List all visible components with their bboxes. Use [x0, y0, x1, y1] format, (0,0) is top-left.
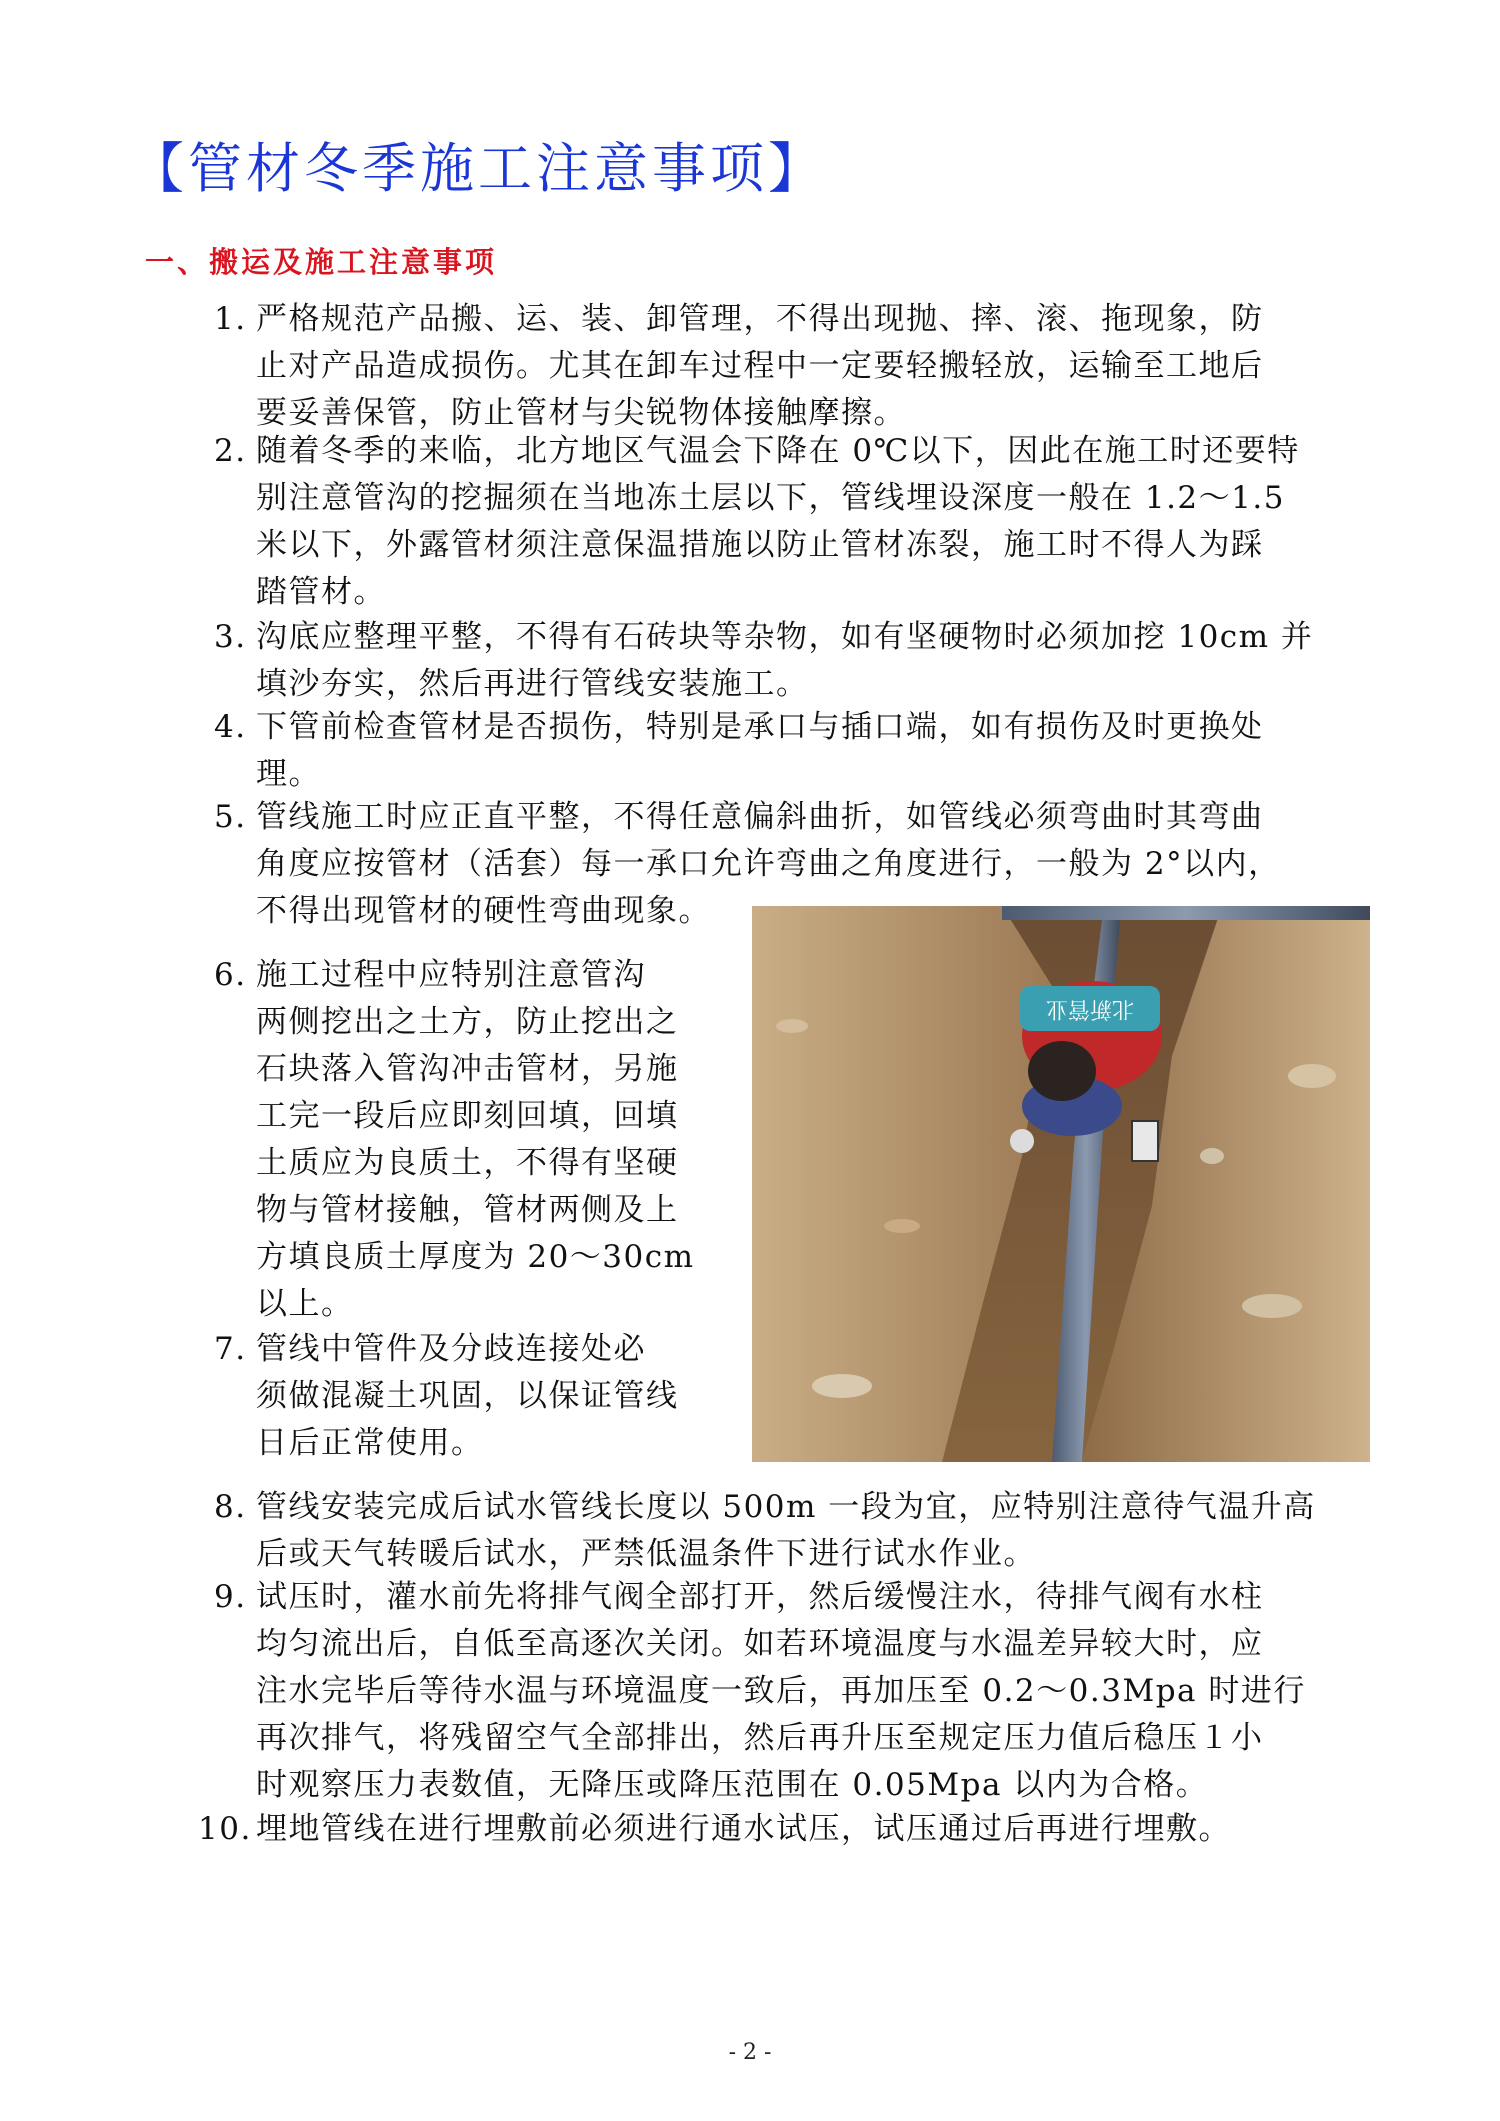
item-text-line: 均匀流出后，自低至高逐次关闭。如若环境温度与水温差异较大时，应 [256, 1626, 1264, 1662]
page-number: - 2 - [728, 2040, 772, 2065]
list-item [214, 1326, 679, 1467]
item-text-line: 注水完毕后等待水温与环境温度一致后，再加压至 0.2～0.3Mpa 时进行 [256, 1673, 1306, 1709]
item-text-line: 止对产品造成损伤。尤其在卸车过程中一定要轻搬轻放，运输至工地后 [256, 348, 1264, 384]
item-text-line: 随着冬季的来临，北方地区气温会下降在 0℃以下，因此在施工时还要特 [256, 433, 1300, 469]
item-text-line: 填沙夯实，然后再进行管线安装施工。 [256, 666, 809, 702]
item-text-line: 下管前检查管材是否损伤，特别是承口与插口端，如有损伤及时更换处 [256, 709, 1264, 745]
item-text-line: 要妥善保管，防止管材与尖锐物体接触摩擦。 [256, 395, 906, 431]
list-item [214, 704, 1264, 798]
page-title: 【管材冬季施工注意事项】 [130, 137, 826, 200]
item-number: 2. [214, 433, 247, 469]
section-heading: 一、搬运及施工注意事项 [145, 245, 498, 279]
list-item [214, 952, 695, 1328]
item-text-line: 以上。 [256, 1286, 354, 1322]
item-number: 9. [214, 1579, 247, 1615]
item-text-line: 物与管材接触，管材两侧及上 [256, 1192, 679, 1228]
list-item [214, 428, 1300, 616]
item-text-line: 管线施工时应正直平整，不得任意偏斜曲折，如管线必须弯曲时其弯曲 [256, 799, 1264, 835]
item-number: 3. [214, 619, 247, 655]
item-text-line: 须做混凝土巩固，以保证管线 [256, 1378, 679, 1414]
item-text-line: 工完一段后应即刻回填，回填 [256, 1098, 679, 1134]
item-text-line: 不得出现管材的硬性弯曲现象。 [256, 893, 711, 929]
item-text-line: 踏管材。 [256, 574, 386, 610]
item-text-line: 施工过程中应特别注意管沟 [256, 957, 646, 993]
item-text-line: 后或天气转暖后试水，严禁低温条件下进行试水作业。 [256, 1536, 1036, 1572]
item-number: 8. [214, 1489, 247, 1525]
list-item [198, 1806, 1231, 1853]
item-text-line: 时观察压力表数值，无降压或降压范围在 0.05Mpa 以内为合格。 [256, 1767, 1209, 1803]
trench-pipe-photo [752, 906, 1370, 1462]
item-text-line: 试压时，灌水前先将排气阀全部打开，然后缓慢注水，待排气阀有水柱 [256, 1579, 1264, 1615]
item-text-line: 沟底应整理平整，不得有石砖块等杂物，如有坚硬物时必须加挖 10cm 并 [256, 619, 1314, 655]
item-text-line: 别注意管沟的挖掘须在当地冻土层以下，管线埋设深度一般在 1.2～1.5 [256, 480, 1285, 516]
item-number: 4. [214, 709, 247, 745]
trench-pipe-installation-photo-icon [752, 906, 1370, 1462]
item-text-line: 再次排气，将残留空气全部排出，然后再升压至规定压力值后稳压１小 [256, 1720, 1264, 1756]
item-text-line: 角度应按管材（活套）每一承口允许弯曲之角度进行，一般为 2°以内， [256, 846, 1281, 882]
item-text-line: 管线中管件及分歧连接处必 [256, 1331, 646, 1367]
list-item [214, 296, 1264, 437]
list-item [214, 1574, 1306, 1809]
item-text-line: 理。 [256, 756, 321, 792]
item-number: 7. [214, 1331, 247, 1367]
list-item [214, 614, 1313, 708]
item-text-line: 土质应为良质土，不得有坚硬 [256, 1145, 679, 1181]
vest-text: 北新管业 [1045, 996, 1135, 1021]
item-number: 10. [198, 1811, 252, 1847]
item-number: 5. [214, 799, 247, 835]
item-text-line: 管线安装完成后试水管线长度以 500m 一段为宜，应特别注意待气温升高 [256, 1489, 1316, 1525]
list-item [214, 1484, 1316, 1578]
item-text-line: 严格规范产品搬、运、装、卸管理，不得出现抛、摔、滚、拖现象，防 [256, 301, 1264, 337]
item-text-line: 埋地管线在进行埋敷前必须进行通水试压，试压通过后再进行埋敷。 [256, 1811, 1231, 1847]
item-text-line: 石块落入管沟冲击管材，另施 [256, 1051, 679, 1087]
item-text-line: 两侧挖出之土方，防止挖出之 [256, 1004, 679, 1040]
item-text-line: 方填良质土厚度为 20～30cm [256, 1239, 695, 1275]
item-text-line: 日后正常使用。 [256, 1425, 484, 1461]
item-text-line: 米以下，外露管材须注意保温措施以防止管材冻裂，施工时不得人为踩 [256, 527, 1264, 563]
item-number: 1. [214, 301, 247, 337]
item-number: 6. [214, 957, 247, 993]
